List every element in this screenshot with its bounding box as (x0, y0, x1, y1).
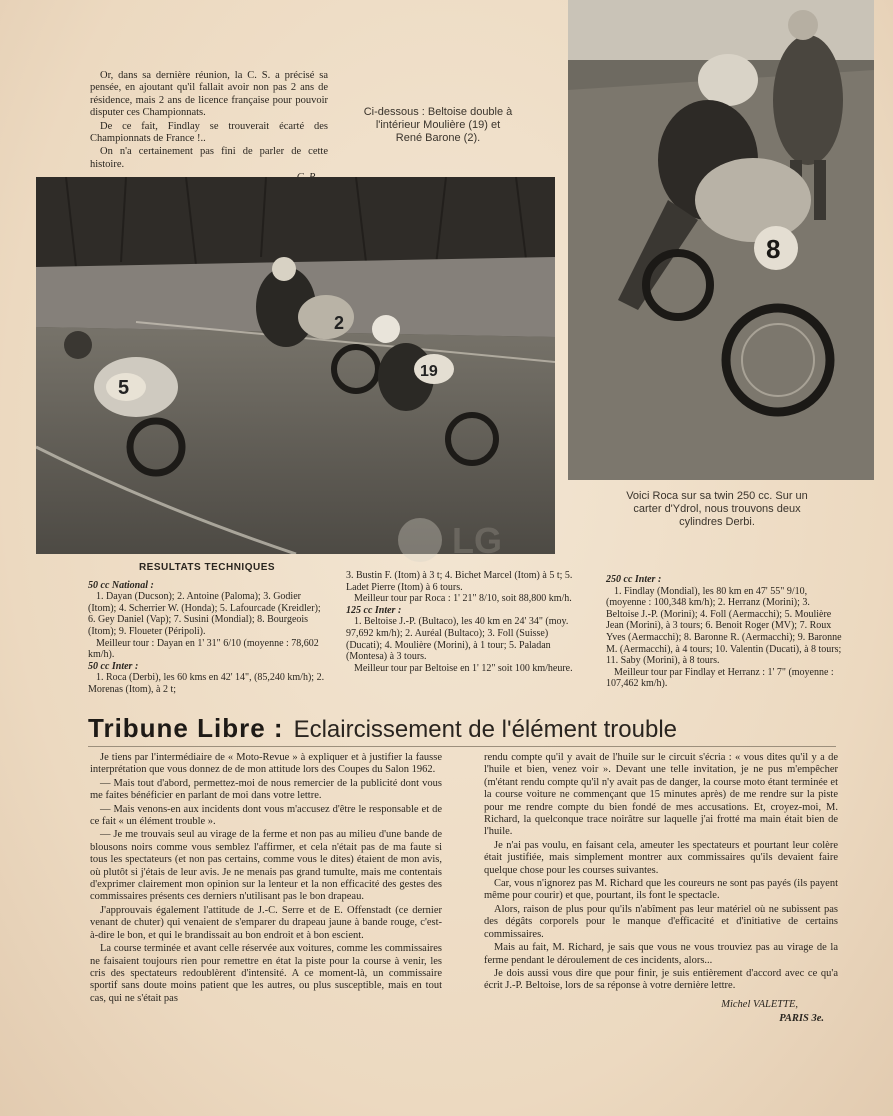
article-paragraph: Je tiens par l'intermédiaire de « Moto-Revue » à expliquer et à justifier la fausse interprétation que vous donnez de de mon attitude lors des Coupes du Salon 1962. (90, 752, 442, 776)
results-cat-4: 250 cc Inter : (606, 574, 662, 585)
results-column-3 (606, 574, 842, 690)
results-title: RESULTATS TECHNIQUES (138, 562, 276, 573)
article-headline (88, 713, 848, 747)
article-signature-city: PARIS 3e. (779, 1013, 824, 1025)
results-line: Meilleur tour par Beltoise en 1' 12" soit 100 km/heure. (354, 662, 573, 674)
article-paragraph: Je dois aussi vous dire que pour finir, je suis entièrement d'accord avec ce qu'a écrit J.-P. Beltoise, lors de sa réponse à votre dernière lettre. (484, 967, 838, 992)
article-paragraph: La course terminée et avant celle réservée aux voitures, comme les commissaires ne faisaient toujours rien pour remettre en état la piste pour la course à venir, les cris des spectateurs redoublèrent d'intensité. A ce moment-là, un commissaire sportif sans doute moins patient que les autres, ou plus susceptible, mais en tout cas, qui ne s'était pas (90, 943, 442, 1004)
results-column-2 (346, 570, 584, 674)
intro-paragraph-3: On n'a certainement pas fini de parler de cette histoire. (90, 146, 328, 170)
article-paragraph: — Mais tout d'abord, permettez-moi de nous remercier de la publicité dont vous me faites bénéficier en parlant de moi dans votre lettre. (90, 777, 442, 802)
watermark-text: LG (452, 520, 502, 561)
headline-bold: Tribune Libre : (88, 713, 284, 743)
results-cat-2: 50 cc Inter : (88, 660, 139, 672)
results-line: Meilleur tour par Findlay et Herranz : 1' 7" (moyenne : 107,462 km/h). (606, 666, 834, 690)
results-line: Meilleur tour : Dayan en 1' 31" 6/10 (moyenne : 78,602 km/h). (88, 637, 319, 661)
photo-race-corner-image (36, 177, 555, 554)
results-line: 1. Findlay (Mondial), les 80 km en 47' 55" 9/10, (moyenne : 100,348 km/h); 2. Herranz (Morini); 3. Beltoise J.-P. (Morini); 4. Foll (Aermacchi); 5. Moulière Jean (Morini), à 3 tours; 6. Benoit Roger (MV); 7. Roux Yves (Aermacchi); 8. Baronne R. (Aermacchi); 9. Baronne M. (Aermacchi), à 4 tours; 10. Valentin (Ducati), à 8 tours; 11. Saby (Morini), à 8 tours. (606, 585, 842, 667)
intro-text (90, 70, 328, 185)
article-paragraph: — Mais venons-en aux incidents dont vous m'accusez d'être le responsable et de ce fait « un élément trouble ». (90, 803, 442, 828)
results-line: 1. Beltoise J.-P. (Bultaco), les 40 km en 24' 34" (moy. 97,692 km/h); 2. Auréal (Bultaco); 3. Foll (Suisse) (Ducati); 4. Moulière (Morini), à 1 tour; 5. Paladan (Montesa) à 3 tours. (346, 616, 569, 663)
caption-right: Voici Roca sur sa twin 250 cc. Sur un carter d'Ydrol, nous trouvons deux cylindres Derbi. (626, 490, 808, 528)
headline-rule (88, 746, 836, 747)
photo-roca-bike (568, 0, 874, 480)
article-paragraph: Mais au fait, M. Richard, je sais que vous ne vous trouviez pas au virage de la ferme pendant le déroulement de ces incidents, alors... (484, 942, 838, 966)
article-paragraph: Alors, raison de plus pour qu'ils n'abîment pas leur matériel où ne subissent pas des dégâts corporels pour le manque d'efficacité et d'initiative de certains commissaires. (484, 903, 838, 940)
article-signature-name: Michel VALETTE, (721, 998, 798, 1010)
article-column-left (90, 752, 442, 1006)
intro-paragraph-2: De ce fait, Findlay se trouverait écarté des Championnats de France !.. (90, 120, 328, 145)
rider-19-number: 19 (420, 363, 438, 380)
roca-number: 8 (766, 234, 781, 264)
results-line: Meilleur tour par Roca : 1' 21" 8/10, soit 88,800 km/h. (354, 593, 572, 605)
article-paragraph: — Je me trouvais seul au virage de la ferme et non pas au milieu d'une bande de blousons noirs comme vous semblez l'affirmer, et cela n'était pas de ma faute si tous les spectateurs (et non pas certains, comme vous le dites) étaient de mon avis, où plutôt si j'étais de leur avis. Je ne menais pas grand tumulte, mais me contentais d'exprimer clairement mon opinion sur la lenteur et la non efficacité des gestes des commissaires présents ces derniers n'utilisant pas le bon drapeau. (90, 829, 442, 903)
article-paragraph: Car, vous n'ignorez pas M. Richard que les coureurs ne sont pas payés (ils payent même pour courir) et que, pourtant, ils font le spectacle. (484, 878, 838, 902)
photo-roca-bike-image (568, 0, 874, 480)
article-paragraph: J'approuvais également l'attitude de J.-C. Serre et de E. Offenstadt (ce dernier venant de chuter) qui venaient de s'emparer du drapeau jaune à bande rouge, c'est-à-dire le bon, et qui le brandissait au bon endroit et à bon escient. (90, 904, 442, 941)
article-paragraph: Je n'ai pas voulu, en faisant cela, ameuter les spectateurs et pourtant leur colère était justifiée, mais simplement montrer aux commissaires qu'ils devaient faire quelque chose pour les courses suivantes. (484, 839, 838, 876)
results-cat-3: 125 cc Inter : (346, 604, 402, 616)
intro-paragraph-1: Or, dans sa dernière réunion, la C. S. a précisé sa pensée, en ajoutant qu'il fallait avoir non pas 2 ans de résidence, mais 2 ans de licence française pour pouvoir disputer ces Championnats. (90, 70, 328, 119)
rider-2-number: 2 (334, 313, 345, 333)
results-line: 3. Bustin F. (Itom) à 3 t; 4. Bichet Marcel (Itom) à 5 t; 5. Ladet Pierre (Itom) à 6 tours. (346, 570, 573, 593)
article-column-right (484, 752, 838, 1026)
results-column-1 (88, 562, 326, 696)
rider-5-number: 5 (118, 377, 130, 399)
photo-race-corner (36, 177, 555, 554)
article-paragraph: rendu compte qu'il y avait de l'huile sur le circuit s'écria : « vous dites qu'il y a de l'huile et bien, venez voir ». Devant une telle invitation, je ne pus m'empêcher (m'étant rendu compte qu'il n'y avait pas de danger, la course moto étant terminée et la course voiture ne commençant que 15 minutes après) de me rendre sur la piste pour me rendre compte du bien fondé de mes accusations. Et, croyez-moi, M. Richard, la quelconque trace noirâtre sur laquelle j'ai frotté ma main était bien de l'huile. (484, 752, 838, 838)
results-line: 1. Roca (Derbi), les 60 kms en 42' 14", (85,240 km/h); 2. Morenas (Itom), à 2 t; (88, 672, 325, 695)
caption-top: Ci-dessous : Beltoise double à l'intérieur Moulière (19) et René Barone (2). (363, 106, 513, 144)
results-cat-1: 50 cc National : (88, 579, 154, 591)
headline-title: Eclaircissement de l'élément trouble (293, 716, 678, 743)
results-line: 1. Dayan (Ducson); 2. Antoine (Paloma); 3. Godier (Itom); 4. Scherrier W. (Honda); 5. Lafourcade (Kreidler); 6. Gey Daniel (Vap); 7. Susini (Mondial); 8. Bourgeois (Itom); 9. Floueter (Péripoli). (88, 591, 321, 637)
